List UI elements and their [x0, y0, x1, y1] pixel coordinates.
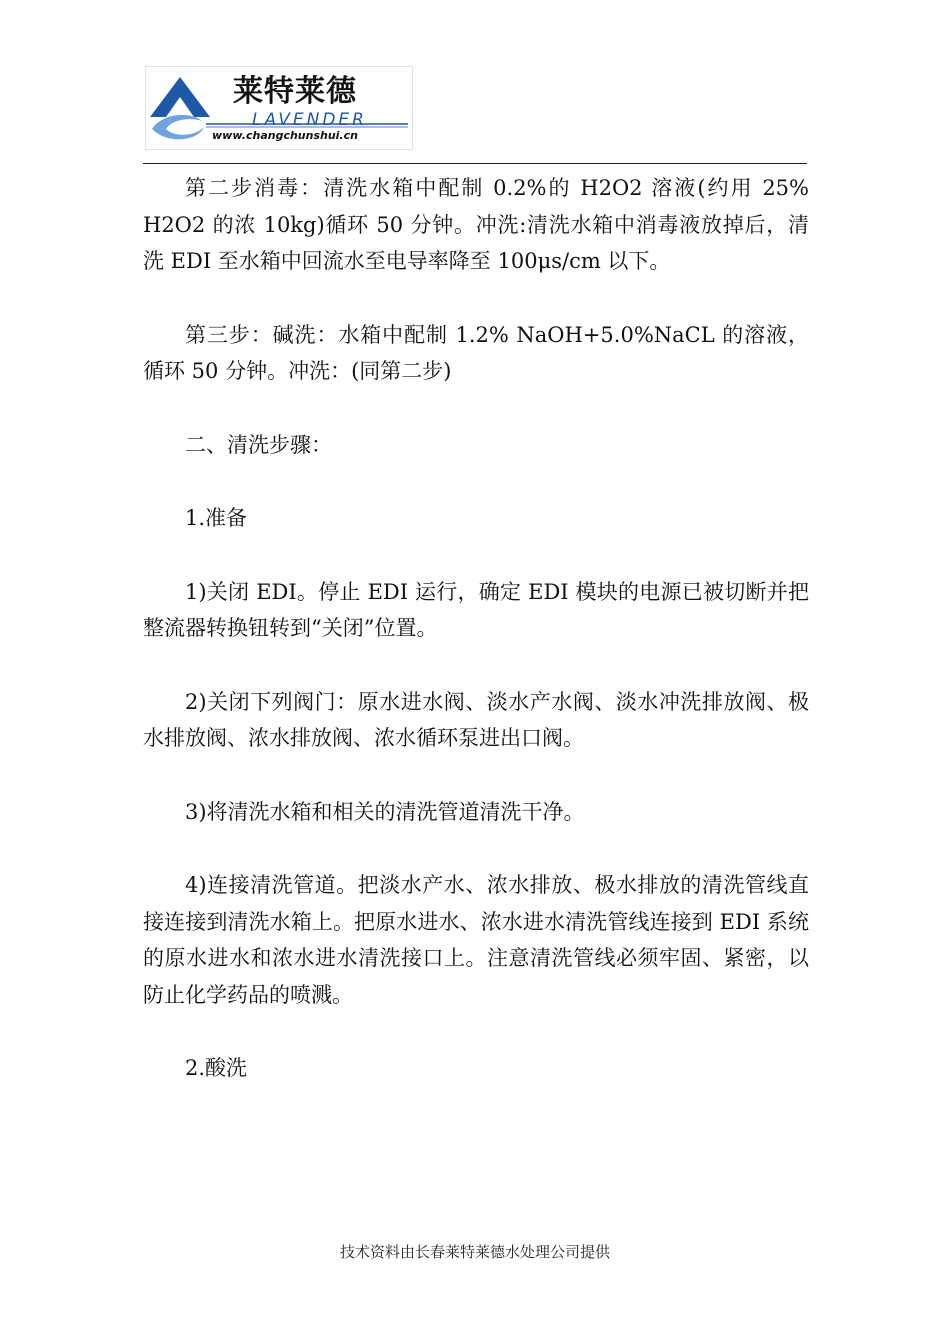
logo-url: www.changchunshui.cn: [212, 129, 358, 142]
page-footer: 技术资料由长春莱特莱德水处理公司提供: [339, 1243, 610, 1261]
logo-chinese-name: 莱特莱德: [233, 74, 357, 109]
heading-acid-wash: 2.酸洗: [185, 1056, 248, 1080]
paragraph-close-valves: 2)关闭下列阀门：原水进水阀、淡水产水阀、淡水冲洗排放阀、极水排放阀、浓水排放阀、浓水循环泵进出口阀。: [143, 689, 809, 750]
paragraph-close-edi: 1)关闭 EDI。停止 EDI 运行，确定 EDI 模块的电源已被切断并把整流器转换钮转到“关闭”位置。: [143, 579, 809, 640]
header-rule: [143, 163, 807, 164]
paragraph-clean-tank: 3)将清洗水箱和相关的清洗管道清洗干净。: [185, 799, 585, 824]
logo-english-name: LAVENDER: [252, 110, 367, 130]
paragraph-connect-pipes: 4)连接清洗管道。把淡水产水、浓水排放、极水排放的清洗管线直接连接到清洗水箱上。把原水进水、浓水进水清洗管线连接到 EDI 系统的原水进水和浓水进水清洗接口上。注意清洗管线必须牢固、紧密，以防止化学药品的喷溅。: [143, 873, 809, 1007]
company-logo: [145, 66, 413, 150]
document-body: [143, 170, 809, 1087]
heading-cleaning-steps: 二、清洗步骤：: [185, 432, 332, 457]
paragraph-step3-alkali: 第三步：碱洗：水箱中配制 1.2% NaOH+5.0%NaCL 的溶液，循环 50 分钟。冲洗：(同第二步): [143, 322, 809, 383]
heading-preparation: 1.准备: [185, 506, 248, 530]
paragraph-step2-disinfect: 第二步消毒：清洗水箱中配制 0.2%的 H2O2 溶液(约用 25% H2O2 的浓 10kg)循环 50 分钟。冲洗:清洗水箱中消毒液放掉后，清洗 EDI 至水箱中回流水至电导率降至 100μs/cm 以下。: [143, 176, 809, 273]
